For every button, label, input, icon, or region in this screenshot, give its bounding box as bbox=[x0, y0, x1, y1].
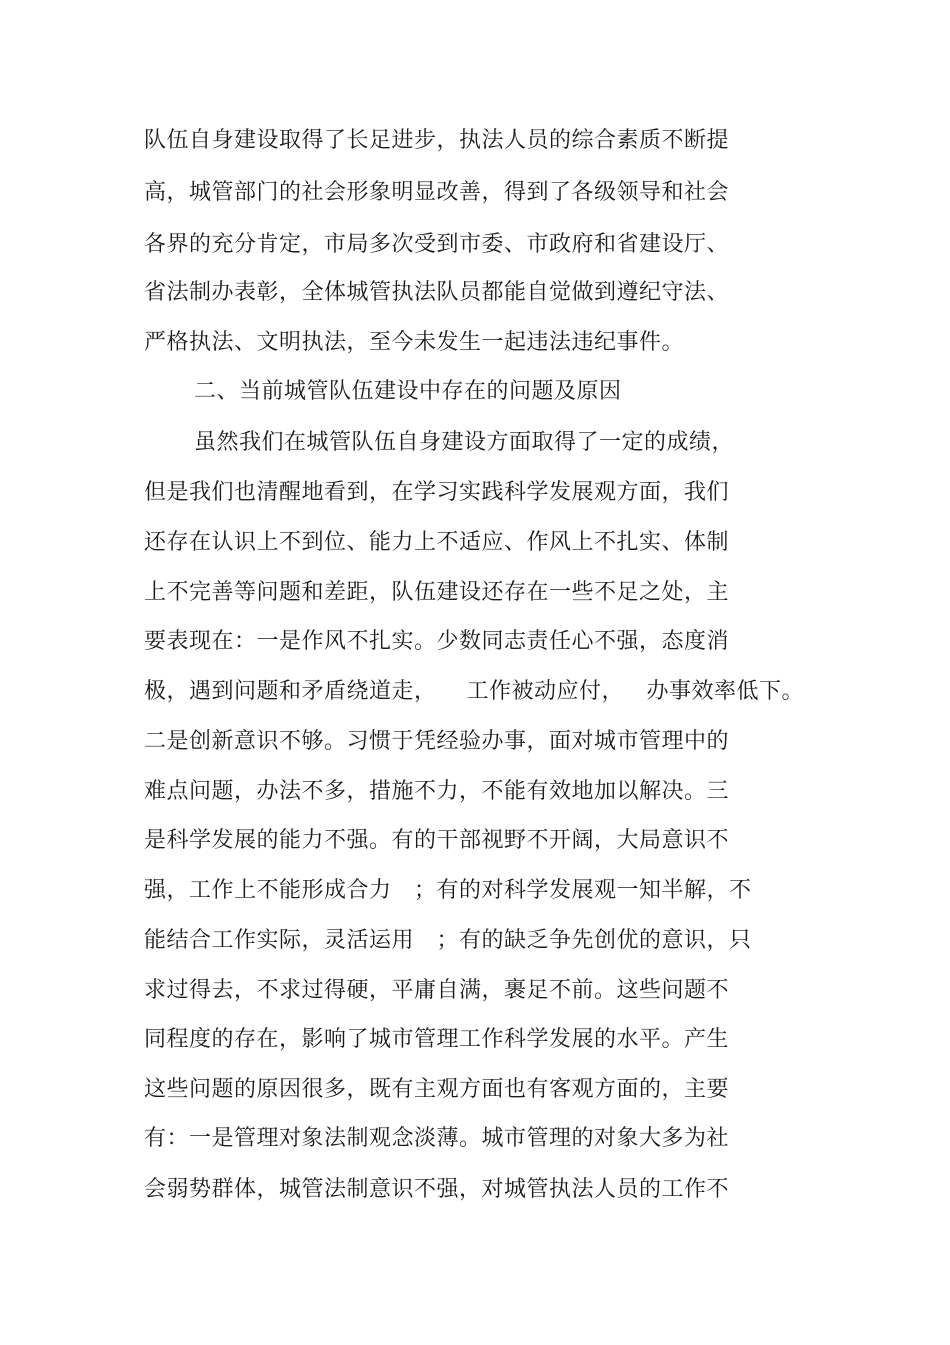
text-line: 队伍自身建设取得了长足进步，执法人员的综合素质不断提 bbox=[144, 128, 730, 153]
paragraph-first-line: 虽然我们在城管队伍自身建设方面取得了一定的成绩， bbox=[194, 430, 735, 455]
text-line: 高，城管部门的社会形象明显改善，得到了各级领导和社会 bbox=[144, 180, 730, 205]
text-line: 极，遇到问题和矛盾绕道走， 工作被动应付， 办事效率低下。 bbox=[144, 679, 804, 704]
text-line: 会弱势群体，城管法制意识不强，对城管执法人员的工作不 bbox=[144, 1177, 730, 1202]
text-line: 省法制办表彰，全体城管执法队员都能自觉做到遵纪守法、 bbox=[144, 280, 730, 305]
section-heading: 二、当前城管队伍建设中存在的问题及原因 bbox=[194, 379, 622, 404]
text-line: 是科学发展的能力不强。有的干部视野不开阔，大局意识不 bbox=[144, 828, 730, 853]
text-line: 还存在认识上不到位、能力上不适应、作风上不扎实、体制 bbox=[144, 530, 730, 555]
text-line: 强，工作上不能形成合力 ；有的对科学发展观一知半解，不 bbox=[144, 878, 752, 903]
text-line: 这些问题的原因很多，既有主观方面也有客观方面的，主要 bbox=[144, 1077, 730, 1102]
text-line: 严格执法、文明执法，至今未发生一起违法违纪事件。 bbox=[144, 330, 685, 355]
text-line: 二是创新意识不够。习惯于凭经验办事，面对城市管理中的 bbox=[144, 729, 730, 754]
text-line: 能结合工作实际，灵活运用 ；有的缺乏争先创优的意识，只 bbox=[144, 928, 752, 953]
text-line: 有：一是管理对象法制观念淡薄。城市管理的对象大多为社 bbox=[144, 1126, 730, 1151]
text-line: 但是我们也清醒地看到，在学习实践科学发展观方面，我们 bbox=[144, 480, 730, 505]
text-line: 上不完善等问题和差距，队伍建设还存在一些不足之处，主 bbox=[144, 580, 730, 605]
text-line: 难点问题，办法不多，措施不力，不能有效地加以解决。三 bbox=[144, 779, 730, 804]
text-line: 求过得去，不求过得硬，平庸自满，裹足不前。这些问题不 bbox=[144, 978, 730, 1003]
text-line: 要表现在：一是作风不扎实。少数同志责任心不强，态度消 bbox=[144, 629, 730, 654]
text-line: 同程度的存在，影响了城市管理工作科学发展的水平。产生 bbox=[144, 1027, 730, 1052]
text-line: 各界的充分肯定，市局多次受到市委、市政府和省建设厅、 bbox=[144, 232, 730, 257]
